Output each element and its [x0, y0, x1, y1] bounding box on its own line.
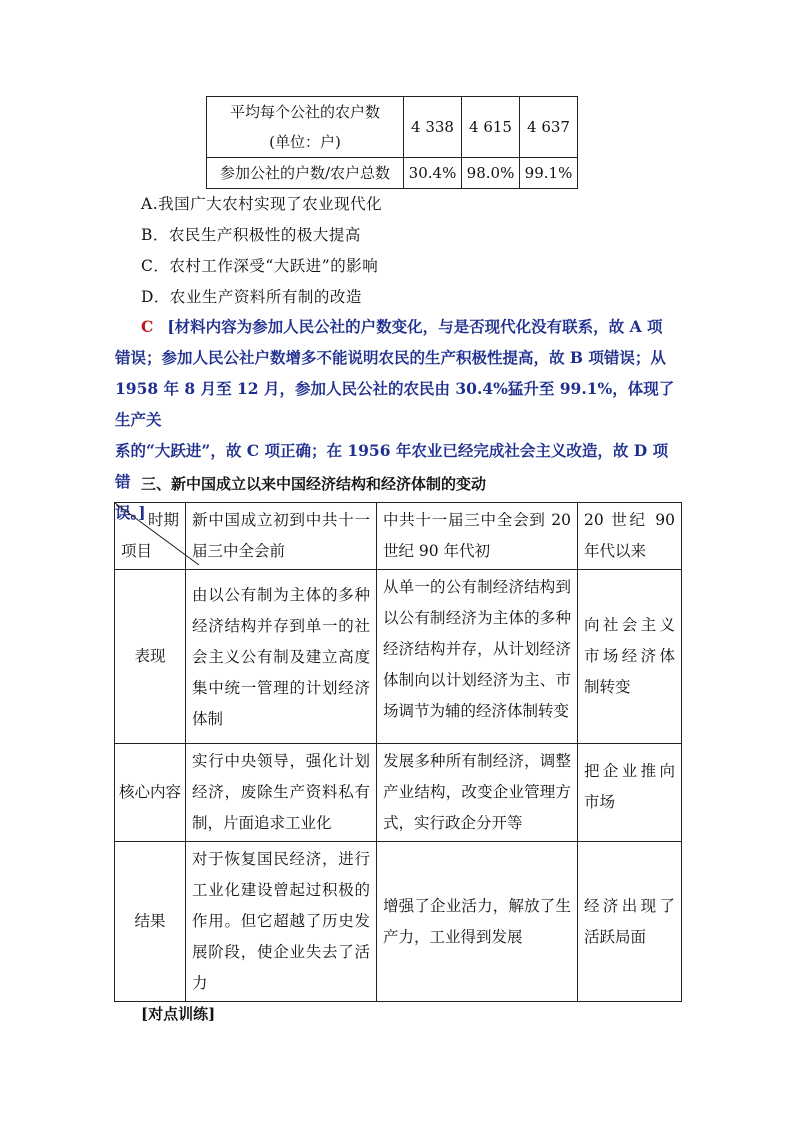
- table-header-row: [115, 503, 682, 570]
- answer-line: 系的“大跃进”，故 C 项正确；在 1956 年农业已经完成社会主义改造，故 D 项错: [115, 441, 669, 491]
- row-header: 表现: [115, 570, 186, 744]
- table-cell: 4 615: [462, 97, 520, 158]
- table-cell: 98.0%: [462, 158, 520, 189]
- answer-line: C [材料内容为参加人民公社的户数变化，与是否现代化没有联系，故 A 项: [141, 317, 663, 336]
- answer-explanation: [115, 311, 675, 528]
- table-cell: 发展多种所有制经济，调整产业结构，改变企业管理方式，实行政企分开等: [377, 744, 578, 842]
- option-d: D．农业生产资料所有制的改造: [141, 288, 362, 306]
- table-cell: 从单一的公有制经济结构到以公有制经济为主体的多种经济结构并存，从计划经济体制向以计划经济为主、市场调节为辅的经济体制转变: [377, 570, 578, 744]
- table-cell: 向社会主义市场经济体制转变: [578, 570, 682, 744]
- table-cell: 对于恢复国民经济，进行工业化建设曾起过积极的作用。但它超越了历史发展阶段，使企业失去了活力: [186, 842, 377, 1002]
- row-label: [207, 97, 404, 158]
- table-cell: 4 637: [520, 97, 578, 158]
- column-header: 新中国成立初到中共十一届三中全会前: [186, 503, 377, 570]
- comparison-table: [114, 502, 682, 1002]
- answer-letter: C: [141, 317, 154, 336]
- table-row: [115, 570, 682, 744]
- stats-table: [206, 96, 578, 189]
- corner-label-item: 项目: [121, 542, 153, 560]
- table-cell: 99.1%: [520, 158, 578, 189]
- table-row: [207, 97, 578, 158]
- row-header: 结果: [115, 842, 186, 1002]
- table-cell: 经济出现了活跃局面: [578, 842, 682, 1002]
- row-header: 核心内容: [115, 744, 186, 842]
- table-row: [115, 842, 682, 1002]
- table-cell: 增强了企业活力，解放了生产力，工业得到发展: [377, 842, 578, 1002]
- diagonal-header-cell: [115, 503, 186, 570]
- option-b: B．农民生产积极性的极大提高: [141, 226, 361, 244]
- section-title: 三、新中国成立以来中国经济结构和经济体制的变动: [141, 475, 487, 493]
- column-header: 中共十一届三中全会到 20 世纪 90 年代初: [377, 503, 578, 570]
- option-a: A.我国广大农村实现了农业现代化: [141, 195, 383, 213]
- table-cell: 把企业推向市场: [578, 744, 682, 842]
- answer-line: 错误；参加人民公社户数增多不能说明农民的生产积极性提高，故 B 项错误；从: [115, 348, 666, 367]
- row-label: 参加公社的户数/农户总数: [207, 158, 404, 189]
- table-cell: 30.4%: [404, 158, 462, 189]
- table-row: [207, 158, 578, 189]
- row-label-unit: (单位：户): [269, 133, 341, 151]
- table-cell: 实行中央领导，强化计划经济，废除生产资料私有制，片面追求工业化: [186, 744, 377, 842]
- table-cell: 4 338: [404, 97, 462, 158]
- column-header: 20 世纪 90 年代以来: [578, 503, 682, 570]
- row-label-line: 平均每个公社的农户数: [229, 103, 380, 121]
- answer-line: 误。]: [115, 503, 146, 522]
- practice-label: [对点训练]: [141, 1005, 216, 1023]
- corner-label-period: 时期: [147, 511, 179, 529]
- table-row: [115, 744, 682, 842]
- option-c: C．农村工作深受“大跃进”的影响: [141, 257, 379, 275]
- table-cell: 由以公有制为主体的多种经济结构并存到单一的社会主义公有制及建立高度集中统一管理的计划经济体制: [186, 570, 377, 744]
- answer-line: 1958 年 8 月至 12 月，参加人民公社的农民由 30.4%猛升至 99.1%，体现了生产关: [115, 379, 675, 429]
